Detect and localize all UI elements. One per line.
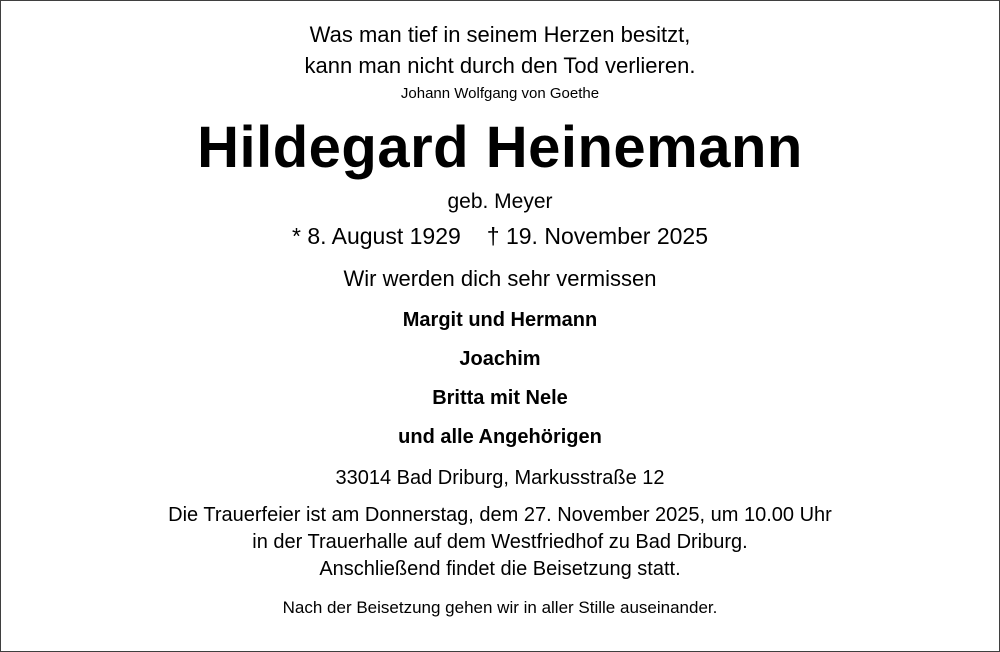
mourner-line: Margit und Hermann (402, 309, 598, 331)
mourner-line: und alle Angehörigen (398, 426, 602, 448)
opening-quote (1, 1, 999, 81)
deceased-name: Hildegard Heinemann (197, 115, 803, 180)
quote-line-1: Was man tief in seinem Herzen besitzt, (309, 22, 691, 47)
quote-author: Johann Wolfgang von Goethe (400, 85, 600, 102)
life-dates (1, 221, 999, 251)
service-line-1: Die Trauerfeier ist am Donnerstag, dem 27. November 2025, um 10.00 Uhr (168, 504, 832, 526)
service-line-3: Anschließend findet die Beisetzung statt. (319, 558, 681, 580)
maiden-name: geb. Meyer (447, 190, 553, 213)
mourners-list (1, 307, 999, 450)
closing-line: Nach der Beisetzung gehen wir in aller Stille auseinander. (282, 598, 718, 617)
address-line: 33014 Bad Driburg, Markusstraße 12 (335, 467, 665, 489)
birth-date: * 8. August 1929 (291, 223, 461, 249)
death-date: † 19. November 2025 (486, 223, 708, 249)
farewell-line: Wir werden dich sehr vermissen (343, 266, 657, 291)
service-info (1, 502, 999, 583)
mourner-line: Britta mit Nele (432, 387, 568, 409)
service-line-2: in der Trauerhalle auf dem Westfriedhof zu Bad Driburg. (252, 531, 748, 553)
mourner-line: Joachim (459, 348, 541, 370)
quote-line-2: kann man nicht durch den Tod verlieren. (304, 53, 696, 78)
